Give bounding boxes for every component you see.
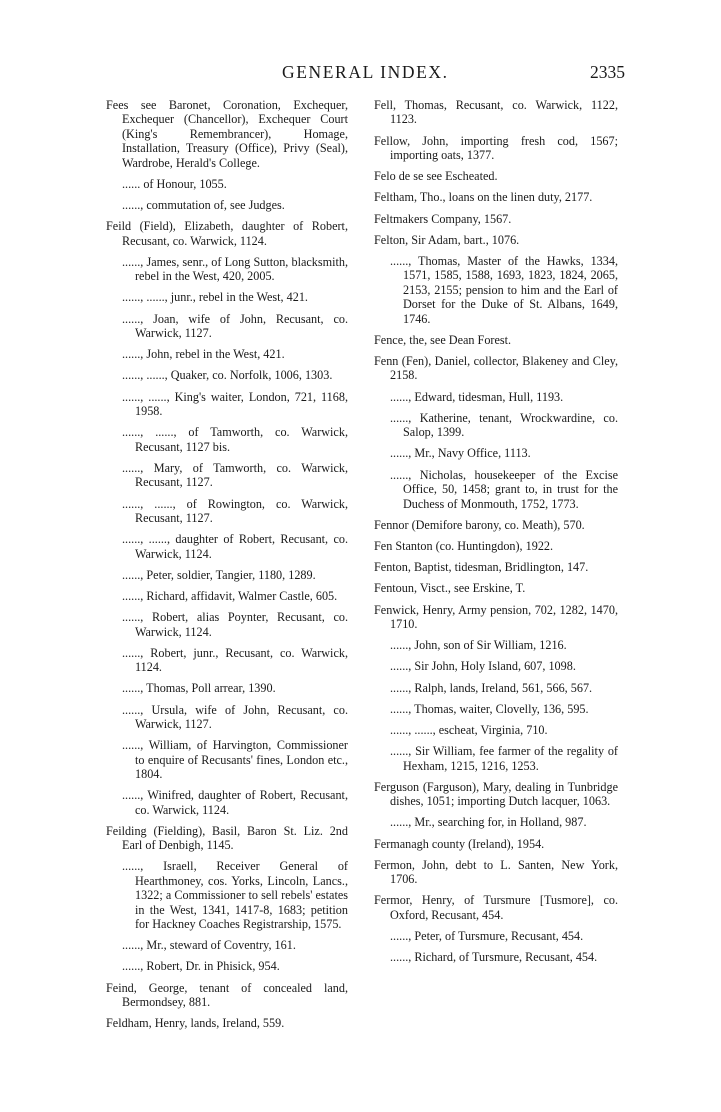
index-entry: Fermanagh county (Ireland), 1954. bbox=[374, 836, 545, 851]
index-subentry: ......, Thomas, Master of the Hawks, 1334, 1571, 1585, 1588, 1693, 1823, 1824, 2065, 2153, 2155; pension to him and the Earl of Dorset for the Duke of St. Albans, 1649, 1746. bbox=[390, 254, 618, 326]
index-entry: Feldham, Henry, lands, Ireland, 559. bbox=[106, 1016, 285, 1031]
index-subentry: ......, Sir John, Holy Island, 607, 1098. bbox=[390, 659, 576, 674]
index-subentry: ......, ......, King's waiter, London, 721, 1168, 1958. bbox=[122, 389, 348, 419]
index-subentry: ......, James, senr., of Long Sutton, blacksmith, rebel in the West, 420, 2005. bbox=[122, 254, 348, 284]
index-subentry: ......, Robert, alias Poynter, Recusant, co. Warwick, 1124. bbox=[122, 610, 348, 639]
index-entry: Fenwick, Henry, Army pension, 702, 1282, 1470, 1710. bbox=[374, 602, 618, 631]
index-entry: Fen Stanton (co. Huntingdon), 1922. bbox=[374, 538, 554, 553]
index-subentry: ......, Katherine, tenant, Wrockwardine, co. Salop, 1399. bbox=[390, 410, 618, 440]
index-subentry: ......, Joan, wife of John, Recusant, co. Warwick, 1127. bbox=[122, 311, 348, 341]
index-entry: Fell, Thomas, Recusant, co. Warwick, 1122, 1123. bbox=[374, 98, 618, 127]
index-entry: Fence, the, see Dean Forest. bbox=[374, 332, 512, 347]
index-entry: Feilding (Fielding), Basil, Baron St. Liz. 2nd Earl of Denbigh, 1145. bbox=[106, 823, 348, 853]
index-subentry: ...... of Honour, 1055. bbox=[122, 176, 227, 191]
index-entry: Felton, Sir Adam, bart., 1076. bbox=[374, 232, 520, 247]
index-subentry: ......, commutation of, see Judges. bbox=[122, 198, 285, 213]
index-subentry: ......, Robert, junr., Recusant, co. Warwick, 1124. bbox=[122, 645, 348, 675]
page-header bbox=[0, 62, 721, 88]
index-entry: Feild (Field), Elizabeth, daughter of Robert, Recusant, co. Warwick, 1124. bbox=[106, 219, 348, 248]
right-index-column bbox=[374, 98, 618, 971]
index-entry: Feltham, Tho., loans on the linen duty, 2177. bbox=[374, 190, 593, 205]
index-entry: Fenton, Baptist, tidesman, Bridlington, 147. bbox=[374, 560, 589, 575]
index-subentry: ......, Israell, Receiver General of Hearthmoney, cos. Yorks, Lincoln, Lancs., 1322; a Commissioner to sell rebels' estates in the West, 1341, 1417-8, 1683; petition for Hackney Coaches Registrarship, 1575. bbox=[122, 859, 348, 932]
index-entry: Fentoun, Visct., see Erskine, T. bbox=[374, 581, 526, 596]
index-entry: Ferguson (Farguson), Mary, dealing in Tunbridge dishes, 1051; importing Dutch lacquer, 1063. bbox=[374, 779, 618, 809]
index-subentry: ......, ......, of Rowington, co. Warwick, Recusant, 1127. bbox=[122, 496, 348, 525]
index-subentry: ......, William, of Harvington, Commissioner to enquire of Recusants' fines, London etc., 1804. bbox=[122, 738, 348, 781]
index-subentry: ......, Robert, Dr. in Phisick, 954. bbox=[122, 959, 280, 974]
index-entry: Feind, George, tenant of concealed land, Bermondsey, 881. bbox=[106, 980, 348, 1010]
index-entry: Fermon, John, debt to L. Santen, New York, 1706. bbox=[374, 857, 618, 887]
index-subentry: ......, Thomas, waiter, Clovelly, 136, 595. bbox=[390, 701, 589, 716]
index-subentry: ......, Sir William, fee farmer of the regality of Hexham, 1215, 1216, 1253. bbox=[390, 744, 618, 773]
index-subentry: ......, Peter, of Tursmure, Recusant, 454. bbox=[390, 928, 584, 943]
index-subentry: ......, Richard, affidavit, Walmer Castle, 605. bbox=[122, 588, 338, 603]
index-subentry: ......, ......, junr., rebel in the West, 421. bbox=[122, 290, 308, 305]
index-subentry: ......, ......, of Tamworth, co. Warwick, Recusant, 1127 bis. bbox=[122, 425, 348, 454]
index-subentry: ......, Mr., steward of Coventry, 161. bbox=[122, 938, 296, 953]
index-subentry: ......, Peter, soldier, Tangier, 1180, 1289. bbox=[122, 567, 316, 582]
index-subentry: ......, Ursula, wife of John, Recusant, co. Warwick, 1127. bbox=[122, 702, 348, 731]
index-entry: Fees see Baronet, Coronation, Exchequer, Exchequer (Chancellor), Exchequer Court (King's Remembrancer), Homage, Installation, Treasury (Office), Privy (Seal), Wardrobe, Herald's College. bbox=[106, 98, 348, 170]
index-entry: Feltmakers Company, 1567. bbox=[374, 211, 512, 226]
index-subentry: ......, ......, Quaker, co. Norfolk, 1006, 1303. bbox=[122, 368, 333, 383]
index-entry: Fennor (Demifore barony, co. Meath), 570. bbox=[374, 517, 585, 532]
index-entry: Fenn (Fen), Daniel, collector, Blakeney and Cley, 2158. bbox=[374, 354, 618, 383]
index-subentry: ......, Richard, of Tursmure, Recusant, 454. bbox=[390, 950, 598, 965]
index-subentry: ......, Thomas, Poll arrear, 1390. bbox=[122, 681, 276, 696]
index-subentry: ......, Mr., searching for, in Holland, 987. bbox=[390, 815, 587, 830]
running-title: GENERAL INDEX. bbox=[282, 62, 449, 82]
index-subentry: ......, Mary, of Tamworth, co. Warwick, Recusant, 1127. bbox=[122, 460, 348, 490]
index-subentry: ......, Mr., Navy Office, 1113. bbox=[390, 446, 531, 461]
index-entry: Fermor, Henry, of Tursmure [Tusmore], co. Oxford, Recusant, 454. bbox=[374, 893, 618, 922]
index-entry: Fellow, John, importing fresh cod, 1567; importing oats, 1377. bbox=[374, 133, 618, 163]
page-number: 2335 bbox=[590, 62, 625, 82]
index-subentry: ......, Edward, tidesman, Hull, 1193. bbox=[390, 389, 564, 404]
index-subentry: ......, Nicholas, housekeeper of the Excise Office, 50, 1458; grant to, in trust for the Duchess of Monmouth, 1752, 1773. bbox=[390, 467, 618, 511]
index-subentry: ......, Winifred, daughter of Robert, Recusant, co. Warwick, 1124. bbox=[122, 788, 348, 817]
index-subentry: ......, Ralph, lands, Ireland, 561, 566, 567. bbox=[390, 680, 593, 695]
index-subentry: ......, John, son of Sir William, 1216. bbox=[390, 638, 567, 653]
index-subentry: ......, John, rebel in the West, 421. bbox=[122, 347, 285, 362]
left-index-column bbox=[106, 98, 348, 1037]
index-entry: Felo de se see Escheated. bbox=[374, 169, 498, 184]
index-subentry: ......, ......, daughter of Robert, Recusant, co. Warwick, 1124. bbox=[122, 532, 348, 561]
index-subentry: ......, ......, escheat, Virginia, 710. bbox=[390, 722, 548, 737]
